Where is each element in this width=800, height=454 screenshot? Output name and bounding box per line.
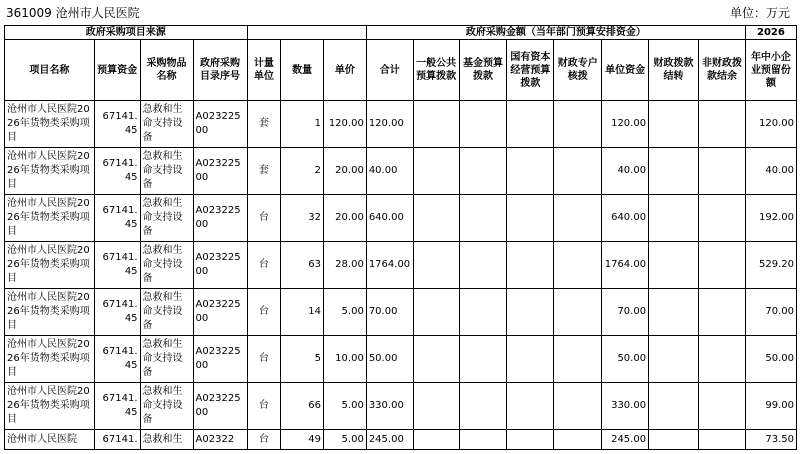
table-cell bbox=[554, 195, 602, 242]
table-cell: 1764.00 bbox=[366, 242, 413, 289]
table-cell: 99.00 bbox=[745, 383, 796, 430]
table-cell bbox=[459, 195, 507, 242]
col-header-nonfiscal-balance: 非财政拨款结余 bbox=[699, 40, 746, 101]
table-cell: 40.00 bbox=[366, 148, 413, 195]
procurement-table bbox=[4, 25, 797, 450]
table-cell: 192.00 bbox=[745, 195, 796, 242]
table-cell: 70.00 bbox=[366, 289, 413, 336]
table-cell: 50.00 bbox=[366, 336, 413, 383]
table-row bbox=[5, 336, 797, 383]
col-header-quantity: 数量 bbox=[281, 40, 324, 101]
table-cell bbox=[413, 242, 459, 289]
table-cell bbox=[459, 289, 507, 336]
table-cell bbox=[507, 195, 554, 242]
table-cell: 120.00 bbox=[602, 101, 649, 148]
unit-label: 单位：万元 bbox=[729, 6, 790, 20]
table-cell: 台 bbox=[247, 195, 281, 242]
col-header-special-account: 财政专户核拨 bbox=[554, 40, 602, 101]
table-cell: 67141.45 bbox=[94, 195, 140, 242]
table-cell: 1 bbox=[281, 101, 324, 148]
table-cell bbox=[649, 336, 699, 383]
table-cell: A02322500 bbox=[193, 242, 247, 289]
table-row bbox=[5, 101, 797, 148]
table-cell: 14 bbox=[281, 289, 324, 336]
table-cell: 67141.45 bbox=[94, 242, 140, 289]
col-header-fiscal-carryover: 财政拨款结转 bbox=[649, 40, 699, 101]
table-row bbox=[5, 289, 797, 336]
table-cell bbox=[554, 336, 602, 383]
table-cell: 120.00 bbox=[745, 101, 796, 148]
table-cell: 沧州市人民医院2026年货物类采购项目 bbox=[5, 289, 95, 336]
table-cell: 640.00 bbox=[366, 195, 413, 242]
table-cell: 67141.45 bbox=[94, 101, 140, 148]
col-header-total: 合计 bbox=[366, 40, 413, 101]
col-header-unit: 计量单位 bbox=[247, 40, 281, 101]
table-cell bbox=[554, 383, 602, 430]
col-header-sme-reserve: 年中小企业预留份额 bbox=[745, 40, 796, 101]
table-row bbox=[5, 430, 797, 450]
table-cell: A02322500 bbox=[193, 383, 247, 430]
col-header-general-budget: 一般公共预算拨款 bbox=[413, 40, 459, 101]
table-cell bbox=[554, 430, 602, 450]
table-cell: 330.00 bbox=[602, 383, 649, 430]
table-cell bbox=[413, 336, 459, 383]
table-cell bbox=[699, 195, 746, 242]
col-header-catalog-no: 政府采购目录序号 bbox=[193, 40, 247, 101]
table-cell bbox=[507, 148, 554, 195]
table-cell bbox=[699, 289, 746, 336]
table-cell bbox=[507, 101, 554, 148]
table-cell: 沧州市人民医院2026年货物类采购项目 bbox=[5, 101, 95, 148]
table-cell bbox=[459, 101, 507, 148]
table-cell: 120.00 bbox=[366, 101, 413, 148]
table-cell: 急救和生命支持设备 bbox=[140, 148, 193, 195]
table-row bbox=[5, 148, 797, 195]
table-cell bbox=[554, 148, 602, 195]
table-cell: 330.00 bbox=[366, 383, 413, 430]
table-cell bbox=[507, 289, 554, 336]
table-cell bbox=[649, 242, 699, 289]
table-cell: 5.00 bbox=[323, 289, 366, 336]
group-header-source: 政府采购项目来源 bbox=[5, 26, 248, 40]
table-cell: 67141.45 bbox=[94, 148, 140, 195]
table-cell: A02322500 bbox=[193, 336, 247, 383]
table-cell: 70.00 bbox=[745, 289, 796, 336]
table-cell bbox=[554, 242, 602, 289]
table-cell bbox=[649, 101, 699, 148]
table-cell: 急救和生命支持设备 bbox=[140, 195, 193, 242]
table-cell bbox=[507, 336, 554, 383]
table-cell bbox=[649, 383, 699, 430]
table-cell: 67141. bbox=[94, 430, 140, 450]
table-cell: 73.50 bbox=[745, 430, 796, 450]
table-cell: A02322500 bbox=[193, 101, 247, 148]
col-header-budget: 预算资金 bbox=[94, 40, 140, 101]
table-cell bbox=[459, 336, 507, 383]
table-cell: 5 bbox=[281, 336, 324, 383]
table-cell bbox=[413, 289, 459, 336]
table-cell: 急救和生命支持设备 bbox=[140, 101, 193, 148]
table-cell: 2 bbox=[281, 148, 324, 195]
col-header-unit-funds: 单位资金 bbox=[602, 40, 649, 101]
table-cell: 5.00 bbox=[323, 430, 366, 450]
table-cell bbox=[413, 430, 459, 450]
column-header-row bbox=[5, 40, 797, 101]
table-cell bbox=[413, 101, 459, 148]
table-cell: 245.00 bbox=[602, 430, 649, 450]
table-cell: 40.00 bbox=[602, 148, 649, 195]
table-cell bbox=[699, 383, 746, 430]
table-cell: 台 bbox=[247, 383, 281, 430]
table-cell: 32 bbox=[281, 195, 324, 242]
table-cell: 台 bbox=[247, 242, 281, 289]
table-cell bbox=[554, 289, 602, 336]
table-cell: 急救和生命支持设备 bbox=[140, 336, 193, 383]
col-header-unit-price: 单价 bbox=[323, 40, 366, 101]
table-cell: 63 bbox=[281, 242, 324, 289]
table-cell bbox=[507, 383, 554, 430]
table-cell: 640.00 bbox=[602, 195, 649, 242]
group-header-year: 2026 bbox=[745, 26, 796, 40]
table-cell: 40.00 bbox=[745, 148, 796, 195]
table-cell: 沧州市人民医院2026年货物类采购项目 bbox=[5, 383, 95, 430]
table-cell: A02322500 bbox=[193, 148, 247, 195]
table-cell: 66 bbox=[281, 383, 324, 430]
table-cell: 1764.00 bbox=[602, 242, 649, 289]
table-cell bbox=[413, 148, 459, 195]
table-cell: 沧州市人民医院2026年货物类采购项目 bbox=[5, 148, 95, 195]
table-cell: 20.00 bbox=[323, 195, 366, 242]
table-cell bbox=[554, 101, 602, 148]
group-header-spacer bbox=[247, 26, 366, 40]
table-cell: 70.00 bbox=[602, 289, 649, 336]
group-header-amount: 政府采购金额（当年部门预算安排资金） bbox=[366, 26, 745, 40]
table-cell: 急救和生命支持设备 bbox=[140, 242, 193, 289]
table-cell: 沧州市人民医院2026年货物类采购项目 bbox=[5, 195, 95, 242]
table-cell: 台 bbox=[247, 430, 281, 450]
table-cell bbox=[459, 242, 507, 289]
table-row bbox=[5, 195, 797, 242]
table-cell: 沧州市人民医院2026年货物类采购项目 bbox=[5, 336, 95, 383]
table-cell: 沧州市人民医院2026年货物类采购项目 bbox=[5, 242, 95, 289]
table-cell: A02322500 bbox=[193, 289, 247, 336]
table-cell: 245.00 bbox=[366, 430, 413, 450]
table-cell bbox=[413, 195, 459, 242]
table-cell: 120.00 bbox=[323, 101, 366, 148]
table-cell: 529.20 bbox=[745, 242, 796, 289]
table-row bbox=[5, 242, 797, 289]
table-cell: 急救和生命支持设备 bbox=[140, 383, 193, 430]
table-cell: 49 bbox=[281, 430, 324, 450]
table-cell bbox=[459, 148, 507, 195]
col-header-state-capital: 国有资本经营预算拨款 bbox=[507, 40, 554, 101]
table-cell: 台 bbox=[247, 289, 281, 336]
table-cell: 台 bbox=[247, 336, 281, 383]
table-cell: 67141.45 bbox=[94, 336, 140, 383]
table-cell bbox=[459, 383, 507, 430]
col-header-fund-budget: 基金预算拨款 bbox=[459, 40, 507, 101]
col-header-project-name: 项目名称 bbox=[5, 40, 95, 101]
table-cell bbox=[649, 148, 699, 195]
table-cell bbox=[413, 383, 459, 430]
table-cell bbox=[699, 336, 746, 383]
table-cell: 50.00 bbox=[602, 336, 649, 383]
table-cell: 套 bbox=[247, 148, 281, 195]
table-cell bbox=[507, 430, 554, 450]
table-cell bbox=[699, 148, 746, 195]
table-cell: 急救和生命支持设备 bbox=[140, 289, 193, 336]
table-cell: 20.00 bbox=[323, 148, 366, 195]
table-cell: 5.00 bbox=[323, 383, 366, 430]
table-cell: 67141.45 bbox=[94, 289, 140, 336]
table-cell: 沧州市人民医院 bbox=[5, 430, 95, 450]
table-cell: A02322500 bbox=[193, 195, 247, 242]
table-cell: 套 bbox=[247, 101, 281, 148]
table-cell: 10.00 bbox=[323, 336, 366, 383]
table-cell bbox=[649, 430, 699, 450]
table-cell bbox=[507, 242, 554, 289]
col-header-item-name: 采购物品名称 bbox=[140, 40, 193, 101]
table-body bbox=[5, 101, 797, 450]
table-cell: 50.00 bbox=[745, 336, 796, 383]
report-title: 361009 沧州市人民医院 bbox=[6, 6, 140, 20]
table-cell bbox=[699, 430, 746, 450]
table-cell: 67141.45 bbox=[94, 383, 140, 430]
table-cell: A02322 bbox=[193, 430, 247, 450]
table-cell: 28.00 bbox=[323, 242, 366, 289]
table-cell bbox=[649, 195, 699, 242]
table-row bbox=[5, 383, 797, 430]
table-cell: 急救和生 bbox=[140, 430, 193, 450]
table-cell bbox=[699, 242, 746, 289]
table-cell bbox=[699, 101, 746, 148]
table-cell bbox=[459, 430, 507, 450]
table-cell bbox=[649, 289, 699, 336]
